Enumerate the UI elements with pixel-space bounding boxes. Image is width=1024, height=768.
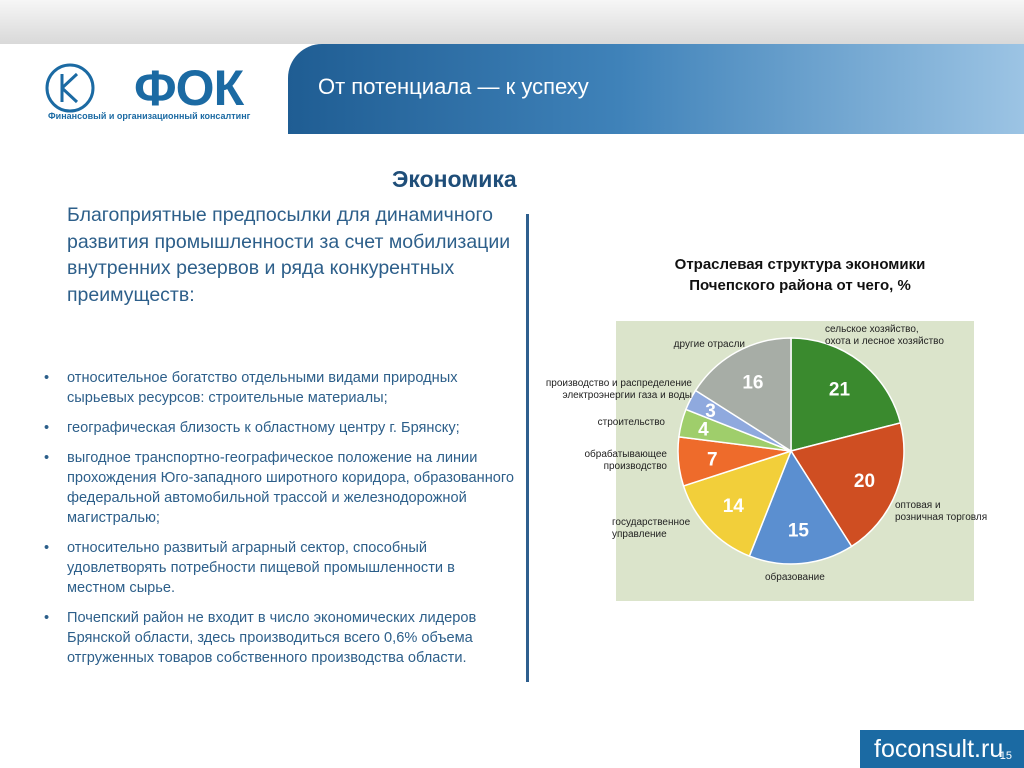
intro-text: Благоприятные предпосылки для динамичного развития промышленности за счет мобилизации внутренних резервов и ряда конкурентных преимуществ: [67,204,511,306]
bullet-text: относительное богатство отдельными видами природных сырьевых ресурсов: строительные материалы; [67,370,458,406]
chart-title-line: Отраслевая структура экономики [674,256,926,273]
pie-category-label: образование [765,572,825,583]
chart-title-line: Почепского района от чего, % [689,277,911,294]
pie-value-label: 15 [787,520,809,542]
pie-category-label: производство и распределение электроэнергии газа и воды [545,378,692,401]
pie-value-label: 21 [828,379,851,401]
bullet-item [44,368,514,408]
bullet-dot-icon: • [44,370,50,386]
pie-category-label: строительство [597,417,665,428]
section-title: Экономика [392,166,517,192]
top-stripe [0,0,1024,44]
header-slogan: От потенциала — к успеху [318,74,589,99]
pie-value-label: 20 [853,471,876,493]
bullet-text: выгодное транспортно-географическое положение на линии прохождения Юго-западного широтного коридора, образованного федеральной автомобильной трассой и железнодорожной магистралью; [67,450,514,526]
bullet-item [44,538,514,598]
footer-site-badge[interactable]: foconsult.ru [860,730,1024,768]
pie-value-label: 14 [722,496,744,518]
page-number: 15 [999,750,1012,762]
logo [44,60,264,130]
pie-category-label: государственное управление [612,517,691,540]
bullet-text: Почепский район не входит в число экономических лидеров Брянской области, здесь производиться всего 0,6% объема отгруженных товаров собственного производства области. [67,610,477,666]
bullet-list [44,368,514,678]
pie-category-label: другие отрасли [673,339,745,350]
pie-category-label: сельское хозяйство, охота и лесное хозяйство [825,324,944,347]
bullet-item [44,448,514,528]
bullet-dot-icon: • [44,540,50,556]
logo-text: ФОК [134,60,244,116]
logo-subtitle: Финансовый и организационный консалтинг [48,111,251,121]
bullet-text: относительно развитый аграрный сектор, способный удовлетворять потребности пищевой промышленности в местном сырье. [67,540,455,596]
pie-value-label: 4 [698,419,709,441]
pie-category-label: оптовая и розничная торговля [895,500,988,523]
pie-value-label: 7 [707,449,718,471]
pie-category-label: обрабатывающее производство [584,449,667,472]
pie-value-label: 16 [742,372,764,394]
bullet-dot-icon: • [44,450,50,466]
bullet-item [44,418,514,438]
pie-chart [520,320,1020,610]
bullet-dot-icon: • [44,610,50,626]
bullet-dot-icon: • [44,420,50,436]
chart-title [600,254,1000,296]
pie-value-label: 3 [705,401,716,422]
logo-mark-icon [44,62,96,114]
bullet-text: географическая близость к областному центру г. Брянску; [67,420,460,436]
bullet-item [44,608,514,668]
